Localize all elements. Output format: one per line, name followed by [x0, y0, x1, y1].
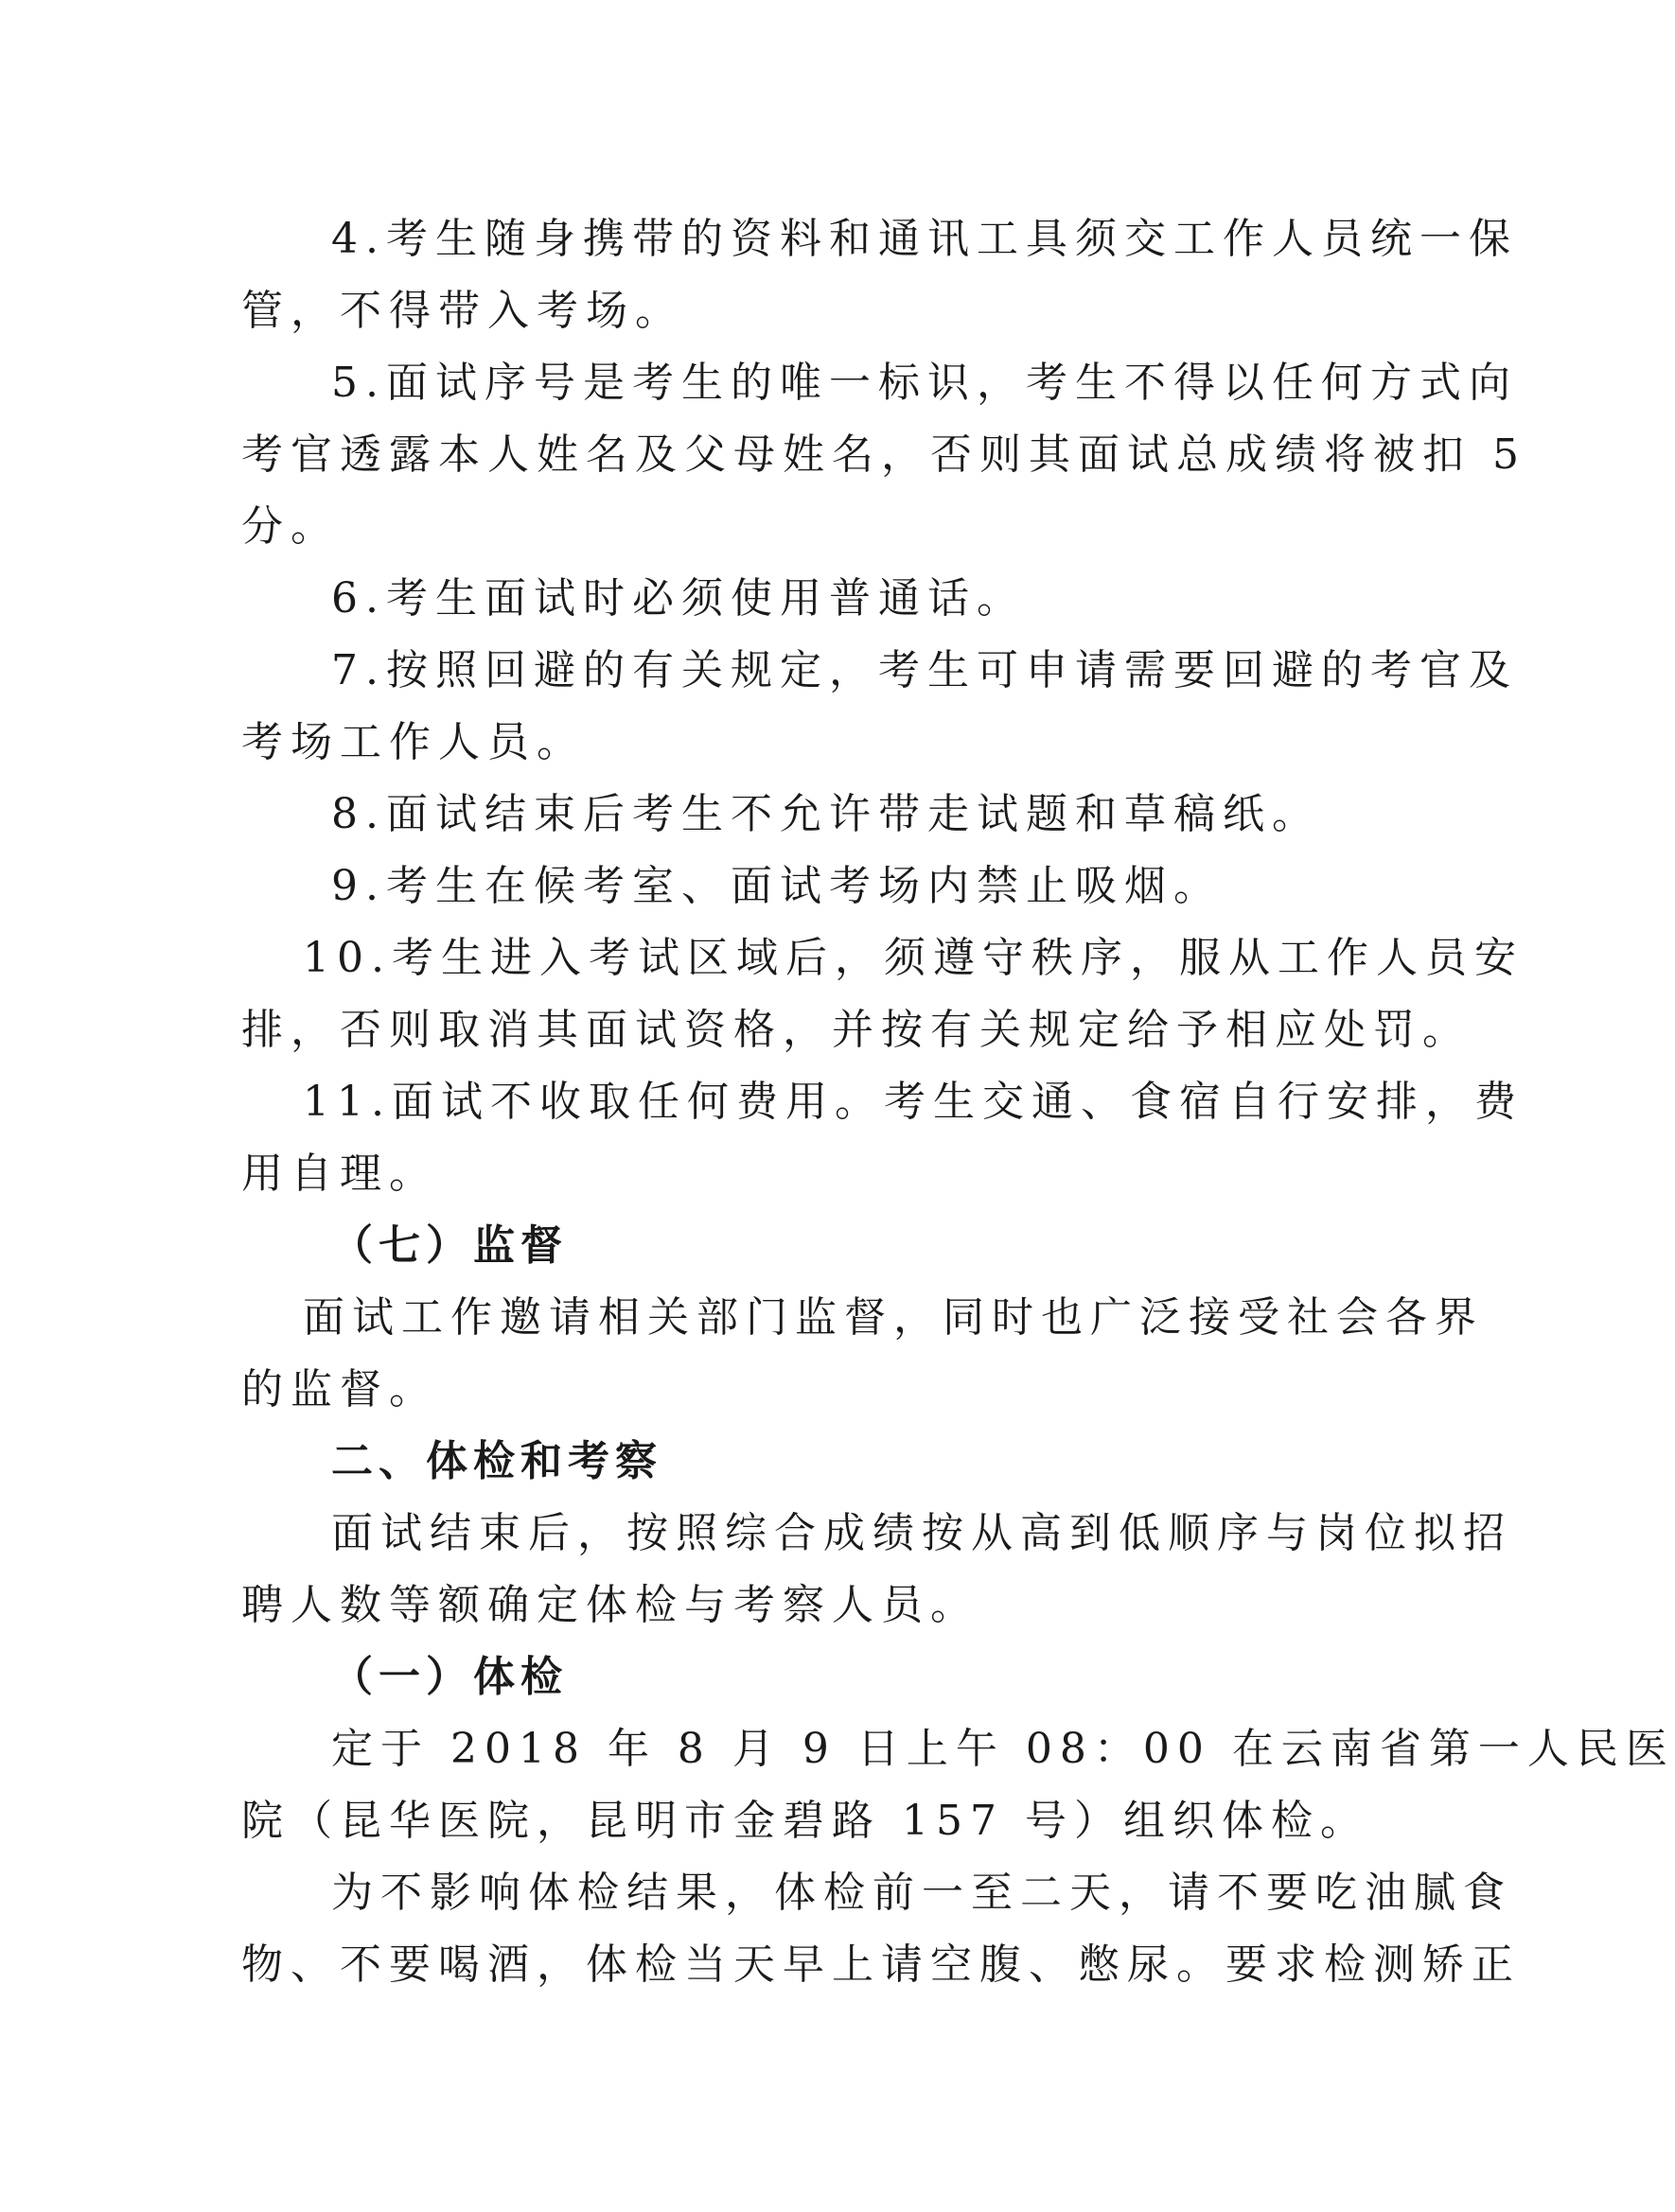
section-heading: 二、体检和考察: [331, 1437, 662, 1485]
text-line: 8.面试结束后考生不允许带走试题和草稿纸。: [331, 790, 1321, 838]
text-line: 定于 2018 年 8 月 9 日上午 08：00 在云南省第一人民医: [331, 1725, 1675, 1773]
text-line: 用自理。: [241, 1150, 438, 1198]
section-heading: （一）体检: [331, 1653, 568, 1701]
text-line: 考官透露本人姓名及父母姓名，否则其面试总成绩将被扣 5: [241, 430, 1526, 479]
document-body: [241, 203, 1675, 2001]
text-line: 聘人数等额确定体检与考察人员。: [241, 1581, 979, 1629]
text-line: 分。: [241, 502, 340, 551]
text-line: 管，不得带入考场。: [241, 287, 684, 335]
text-line: 11.面试不收取任何费用。考生交通、食宿自行安排，费: [303, 1078, 1524, 1126]
text-line: 面试工作邀请相关部门监督，同时也广泛接受社会各界: [303, 1293, 1484, 1342]
text-line: 10.考生进入考试区域后，须遵守秩序，服从工作人员安: [303, 934, 1524, 982]
text-line: 物、不要喝酒，体检当天早上请空腹、憋尿。要求检测矫正: [241, 1940, 1521, 1989]
section-heading: （七）监督: [331, 1221, 568, 1270]
text-line: 5.面试序号是考生的唯一标识，考生不得以任何方式向: [331, 359, 1518, 407]
text-line: 的监督。: [241, 1365, 438, 1413]
text-line: 6.考生面试时必须使用普通话。: [331, 574, 1026, 623]
text-line: 面试结束后，按照综合成绩按从高到低顺序与岗位拟招: [331, 1509, 1512, 1557]
text-line: 排，否则取消其面试资格，并按有关规定给予相应处罚。: [241, 1006, 1472, 1054]
text-line: 7.按照回避的有关规定，考生可申请需要回避的考官及: [331, 646, 1518, 694]
text-line: 考场工作人员。: [241, 718, 586, 766]
text-line: 4.考生随身携带的资料和通讯工具须交工作人员统一保: [331, 215, 1518, 263]
text-line: 为不影响体检结果，体检前一至二天，请不要吃油腻食: [331, 1869, 1512, 1917]
text-line: 院（昆华医院，昆明市金碧路 157 号）组织体检。: [241, 1797, 1369, 1845]
text-line: 9.考生在候考室、面试考场内禁止吸烟。: [331, 862, 1223, 910]
